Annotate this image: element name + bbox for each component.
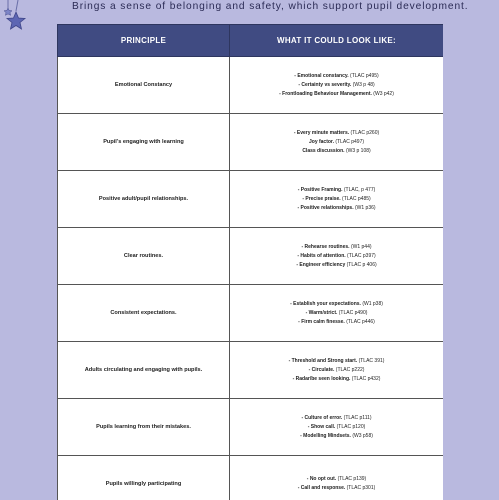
principle-cell: Adults circulating and engaging with pupils.: [58, 342, 230, 399]
example-reference: (TLAC 391): [357, 357, 385, 364]
example-reference: (TLAC p490): [337, 309, 368, 316]
example-reference: (TLAC p497): [334, 138, 365, 145]
example-reference: (W1 p36): [353, 204, 376, 211]
example-reference: (W1 p38): [360, 300, 383, 307]
example-label: Class discussion.: [302, 147, 345, 154]
looks-like-column-header: WHAT IT COULD LOOK LIKE:: [230, 25, 444, 57]
example-reference: (TLAC p222): [334, 366, 365, 373]
example-line: [234, 90, 439, 99]
principle-column-header: PRINCIPLE: [58, 25, 230, 57]
example-label: - Every minute matters.: [293, 129, 350, 136]
principle-cell: Positive adult/pupil relationships.: [58, 171, 230, 228]
example-reference: (W1 p44): [349, 243, 372, 250]
example-line: [234, 366, 439, 375]
star-decoration-icon: [0, 0, 40, 40]
examples-cell: [230, 342, 444, 399]
principle-cell: Pupil’s engaging with learning: [58, 114, 230, 171]
example-label: - Frontloading Behaviour Management.: [279, 90, 372, 97]
table-row: [58, 171, 444, 228]
example-line: [234, 129, 439, 138]
example-label: - Radar/be seen looking.: [292, 375, 351, 382]
example-label: - Establish your expectations.: [290, 300, 361, 307]
example-line: [234, 186, 439, 195]
table-row: [58, 228, 444, 285]
examples-cell: [230, 114, 444, 171]
example-line: [234, 432, 439, 441]
example-label: - Emotional constancy.: [294, 72, 349, 79]
example-line: [234, 318, 439, 327]
example-reference: (TLAC p495): [348, 72, 379, 79]
table-row: [58, 399, 444, 456]
example-label: - Culture of error.: [301, 414, 343, 421]
table-row: [58, 114, 444, 171]
principles-table-container: [57, 24, 443, 500]
example-label: Joy factor.: [308, 138, 334, 145]
examples-cell: [230, 57, 444, 114]
examples-cell: [230, 171, 444, 228]
example-line: [234, 375, 439, 384]
example-line: [234, 309, 439, 318]
example-label: - No opt out.: [306, 476, 337, 482]
example-line: [234, 484, 439, 493]
example-reference: (W3 p42): [371, 90, 394, 97]
example-line: [234, 475, 439, 484]
example-label: - Firm calm finesse.: [298, 318, 345, 325]
examples-cell: [230, 285, 444, 342]
principles-table: [57, 24, 443, 500]
example-line: [234, 204, 439, 213]
example-line: [234, 195, 439, 204]
example-line: [234, 261, 439, 270]
examples-cell: [230, 228, 444, 285]
example-reference: (TLAC p111): [342, 414, 372, 421]
examples-cell: [230, 399, 444, 456]
example-label: - Habits of attention.: [297, 252, 346, 259]
table-row: [58, 285, 444, 342]
example-line: [234, 147, 439, 156]
example-reference: (W3 p 108): [344, 147, 371, 154]
examples-cell: [230, 456, 444, 500]
principle-cell: Emotional Constancy: [58, 57, 230, 114]
example-label: - Positive relationships.: [297, 204, 354, 211]
principle-cell: Clear routines.: [58, 228, 230, 285]
example-label: - Call and response.: [297, 485, 346, 491]
example-reference: (TLAC p139): [336, 476, 367, 482]
table-row: [58, 456, 444, 500]
example-reference: (TLAC p397): [345, 252, 376, 259]
example-reference: (TLAC, p 477): [342, 186, 376, 193]
example-line: [234, 72, 439, 81]
example-reference: (W3 p 48): [351, 81, 375, 88]
example-label: - Warm/strict.: [305, 309, 338, 316]
example-reference: (TLAC p260): [349, 129, 380, 136]
example-label: - Rehearse routines.: [301, 243, 350, 250]
example-line: [234, 300, 439, 309]
example-reference: (TLAC p120): [335, 423, 366, 430]
example-line: [234, 357, 439, 366]
example-reference: (W3 p58): [350, 432, 373, 439]
example-label: - Circulate.: [308, 366, 335, 373]
table-row: [58, 57, 444, 114]
table-header-row: [58, 25, 444, 57]
example-label: - Engineer efficiency: [296, 261, 346, 268]
example-line: [234, 252, 439, 261]
principle-cell: Pupils learning from their mistakes.: [58, 399, 230, 456]
example-label: - Threshold and Strong start.: [288, 357, 358, 364]
table-row: [58, 342, 444, 399]
example-reference: (TLAC p446): [344, 318, 375, 325]
example-line: [234, 138, 439, 147]
example-reference: (TLAC p485): [340, 195, 371, 202]
example-label: - Certainty vs severity.: [298, 81, 352, 88]
example-label: - Show call.: [307, 423, 336, 430]
example-line: [234, 243, 439, 252]
example-reference: (TLAC p432): [350, 375, 381, 382]
example-reference: (TLAC p301): [345, 485, 376, 491]
example-label: - Precise praise.: [302, 195, 341, 202]
principle-cell: Pupils willingly participating: [58, 456, 230, 500]
intro-text: Brings a sense of belonging and safety, which support pupil development.: [72, 1, 469, 12]
example-reference: (TLAC p 406): [345, 261, 377, 268]
principle-cell: Consistent expectations.: [58, 285, 230, 342]
example-line: [234, 414, 439, 423]
example-line: [234, 423, 439, 432]
example-line: [234, 81, 439, 90]
example-label: - Modelling Mindsets.: [300, 432, 351, 439]
example-label: - Positive Framing.: [297, 186, 343, 193]
